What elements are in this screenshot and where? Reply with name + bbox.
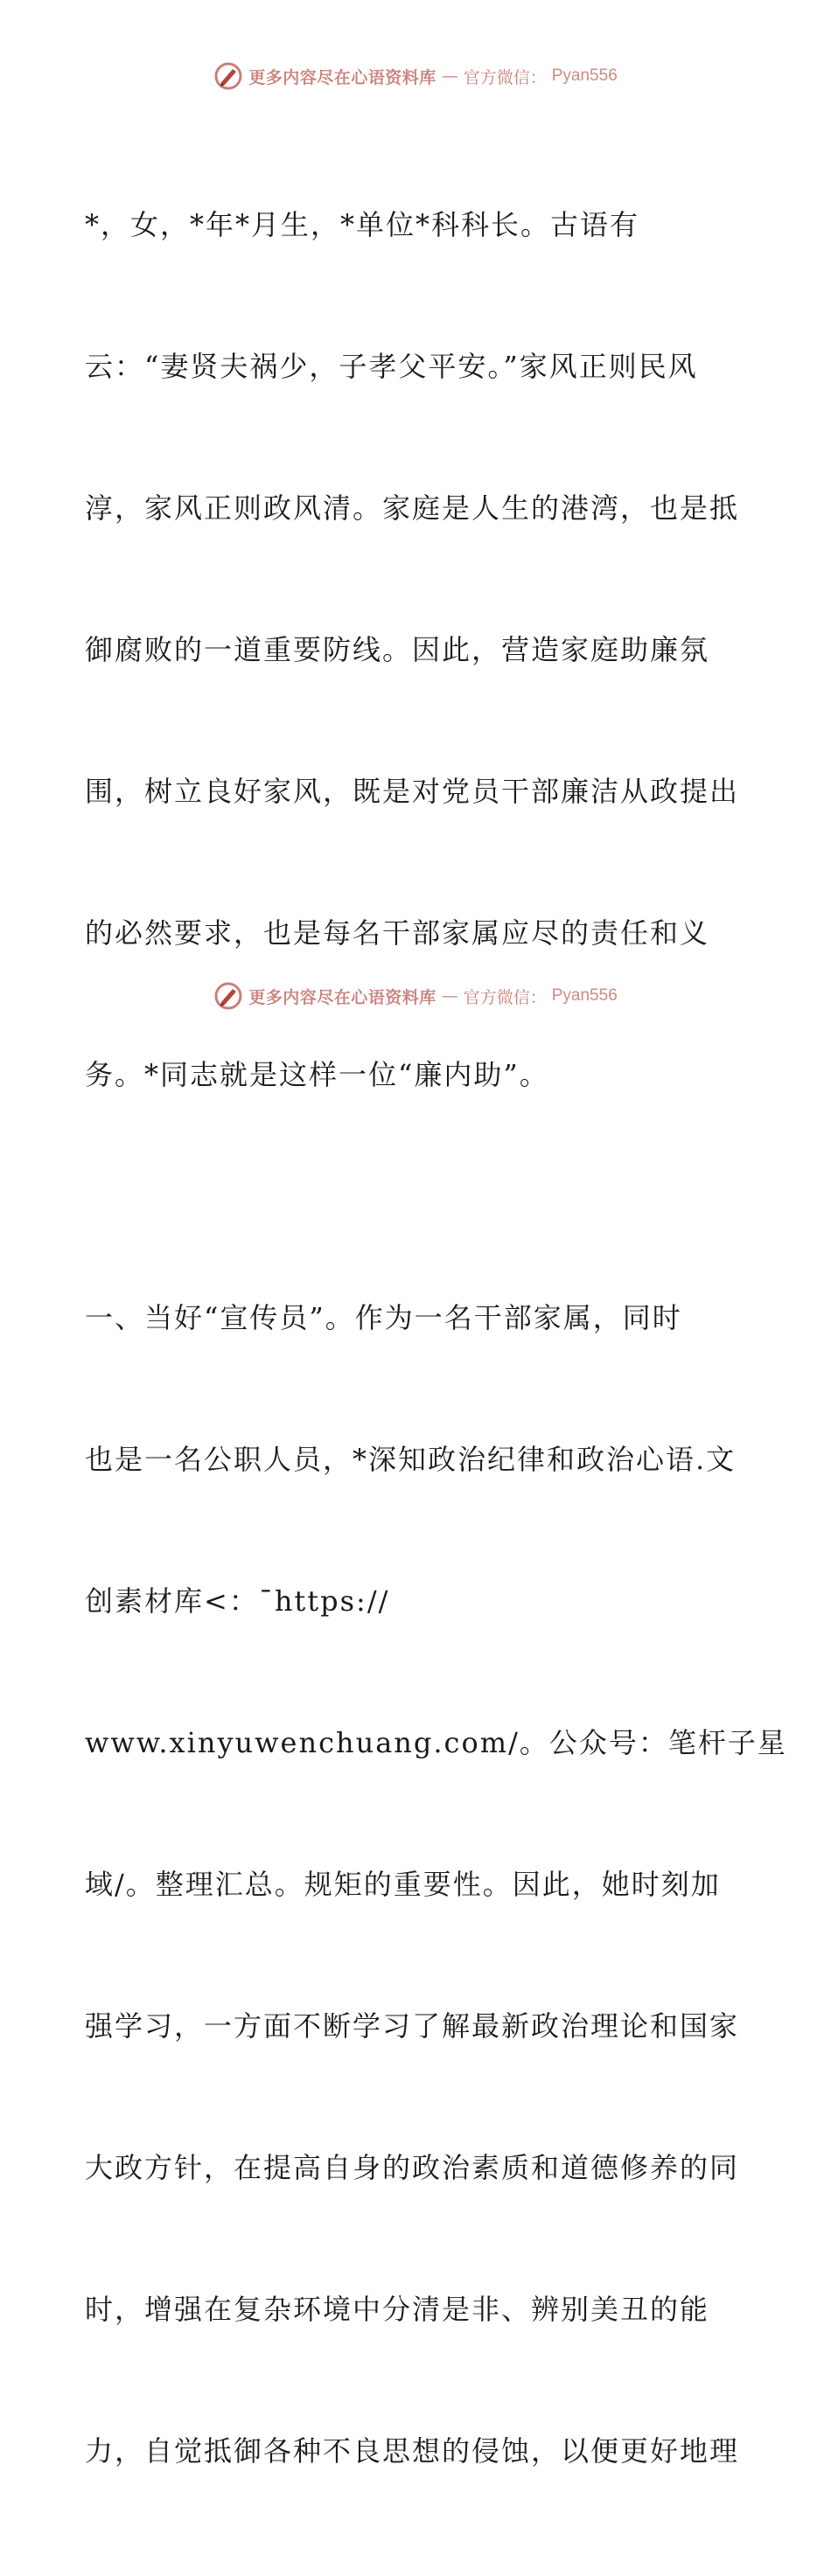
watermark-wechat-id: Pyan556 (551, 66, 618, 85)
document-body (85, 107, 787, 2576)
text-line: 强学习，一方面不断学习了解最新政治理论和国家 (85, 2009, 740, 2043)
text-line: 创素材库<：¯https:// (85, 1584, 390, 1618)
paragraph-intro (85, 107, 750, 1193)
text-line: 淳，家风正则政风清。家庭是人生的港湾，也是抵 (85, 491, 740, 525)
header-watermark (0, 61, 831, 91)
watermark-separator: — (441, 66, 458, 86)
watermark-separator: — (441, 986, 458, 1006)
watermark-text: 更多内容尽在心语资料库 (248, 67, 436, 87)
text-line: 的必然要求，也是每名干部家属应尽的责任和义 (85, 916, 710, 950)
watermark-wechat-id: Pyan556 (551, 986, 618, 1005)
text-line: *，女，*年*月生，*单位*科科长。古语有 (85, 208, 640, 241)
watermark-label: 官方微信： (463, 987, 547, 1007)
text-line: 力，自觉抵御各种不良思想的侵蚀，以便更好地理 (85, 2434, 740, 2468)
footer-watermark (0, 981, 831, 1011)
watermark-label: 官方微信： (463, 67, 547, 87)
text-line: www.xinyuwenchuang.com/。公众号：笔杆子星 (85, 1726, 787, 1759)
paragraph-section-one (85, 1200, 787, 2569)
text-line: 也是一名公职人员，*深知政治纪律和政治心语.文 (85, 1443, 737, 1476)
text-line: 域/。整理汇总。规矩的重要性。因此，她时刻加 (85, 1868, 721, 1901)
text-line: 云：“妻贤夫祸少，子孝父平安。”家风正则民风 (85, 350, 698, 383)
text-line: 大政方针，在提高自身的政治素质和道德修养的同 (85, 2151, 740, 2184)
text-line: 务。*同志就是这样一位“廉内助”。 (85, 1058, 549, 1091)
pen-logo-icon (213, 981, 243, 1011)
text-line: 御腐败的一道重要防线。因此，营造家庭助廉氛 (85, 633, 710, 666)
text-line: 围，树立良好家风，既是对党员干部廉洁从政提出 (85, 775, 740, 808)
watermark-text: 更多内容尽在心语资料库 (248, 987, 436, 1007)
text-line: 时，增强在复杂环境中分清是非、辨别美丑的能 (85, 2293, 710, 2326)
pen-logo-icon (213, 61, 243, 91)
text-line: 一、当好“宣传员”。作为一名干部家属，同时 (85, 1301, 682, 1334)
